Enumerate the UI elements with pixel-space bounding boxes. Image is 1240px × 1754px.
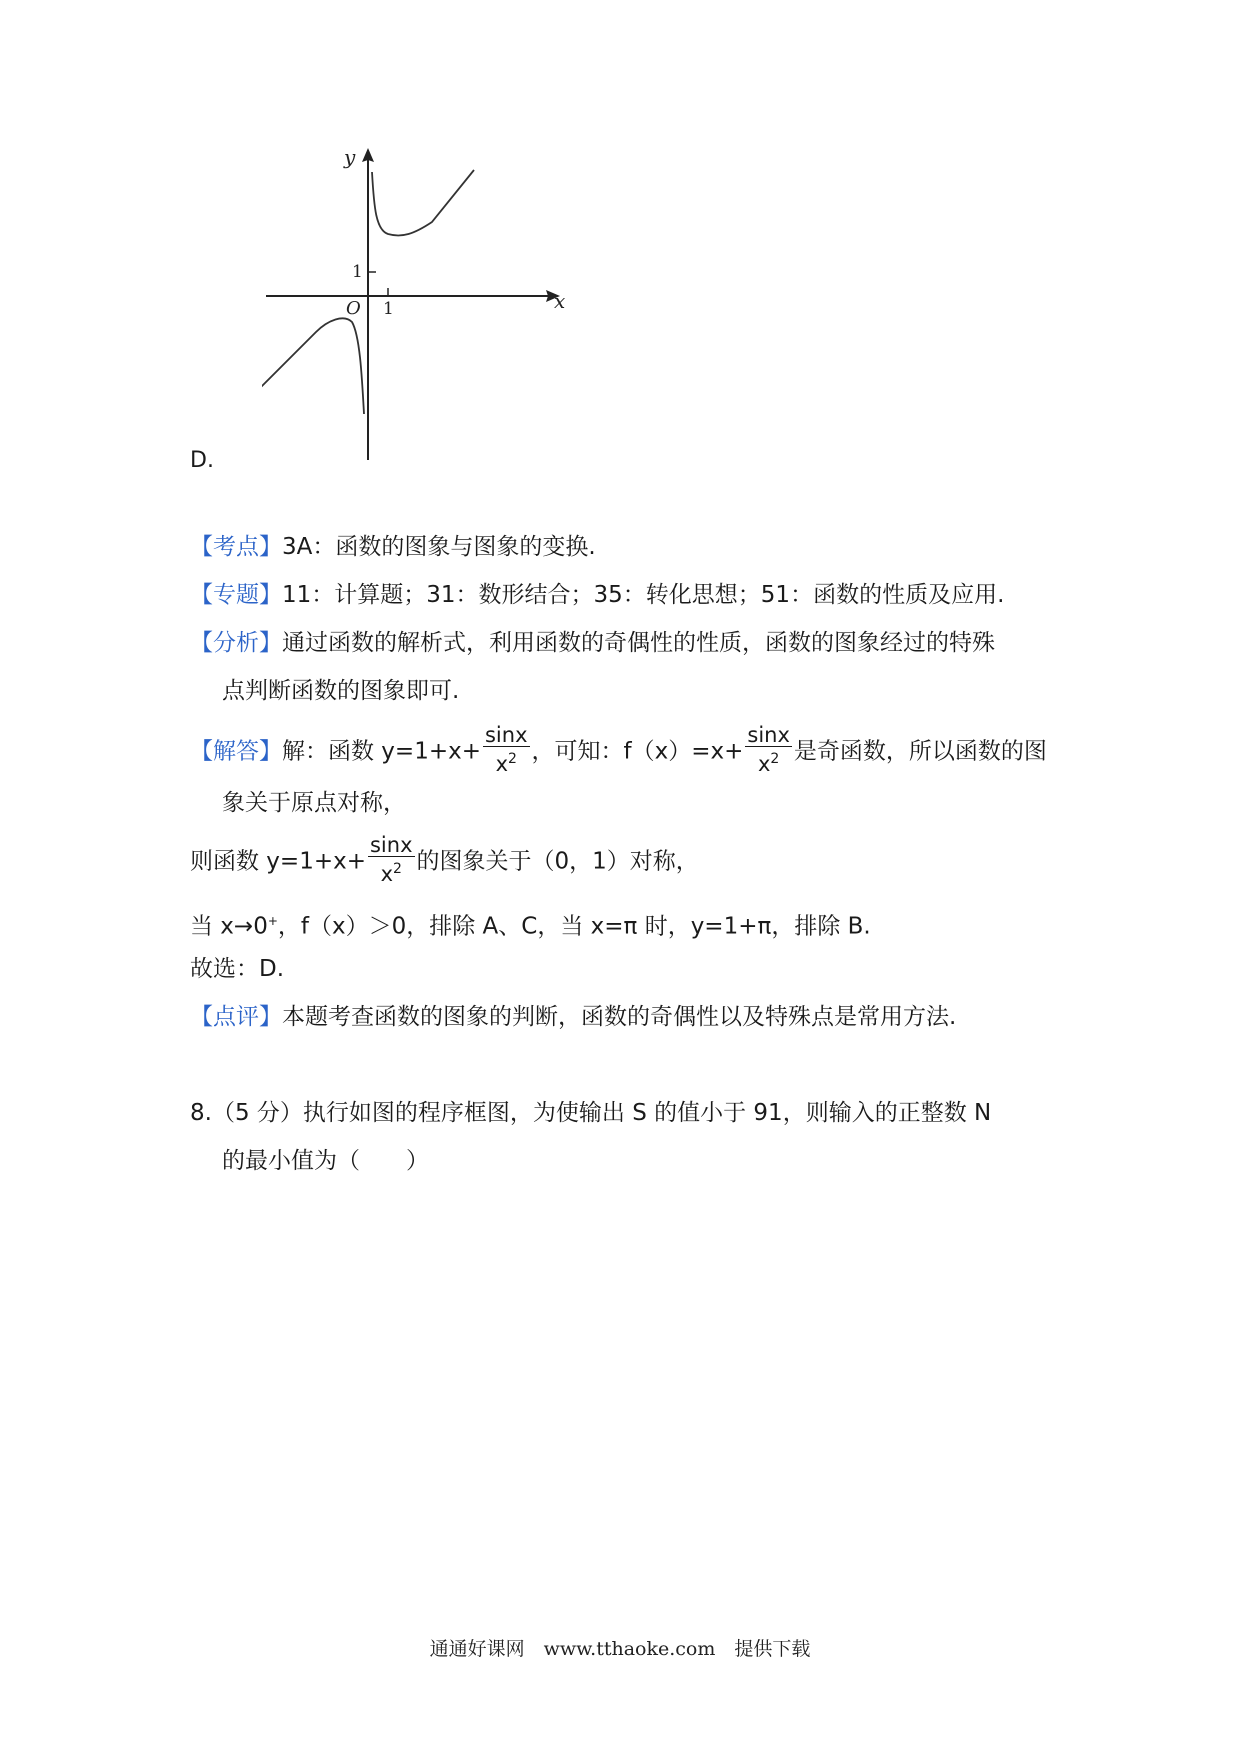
- option-d-label: D.: [190, 448, 214, 473]
- jieda-line-4-sup: +: [267, 914, 278, 928]
- page-footer: 通通好课网 www.tthaoke.com 提供下载: [429, 1638, 811, 1660]
- jieda-line-1: [190, 723, 1047, 778]
- y-tick-label: 1: [352, 262, 363, 282]
- jieda-line-5: 故选：D.: [190, 956, 285, 982]
- curve-right-branch: [372, 170, 474, 236]
- curve-left-branch: [262, 318, 364, 414]
- jieda-line-4: [190, 904, 871, 944]
- fraction-denominator: [745, 747, 792, 776]
- y-axis-label: y: [344, 148, 356, 169]
- jieda-line-4b: ，f（x）＞0，排除 A、C，当 x=π 时，y=1+π，排除 B.: [277, 913, 871, 940]
- question-8-line-2: 的最小值为（ ）: [222, 1148, 429, 1174]
- fenxi-tag: 【分析】: [190, 630, 282, 656]
- fenxi-text-1: 通过函数的解析式，利用函数的奇偶性的性质，函数的图象经过的特殊: [282, 630, 995, 656]
- fenxi-line-1: [190, 626, 995, 660]
- zhuanti-tag: 【专题】: [190, 582, 282, 608]
- kaodian-line: [190, 530, 596, 564]
- fraction-den-base: x: [380, 862, 393, 886]
- fraction-sinx-over-x2-2: [745, 724, 792, 776]
- fraction-denominator: [483, 747, 530, 776]
- jieda-line-3a: 则函数 y=1+x+: [190, 848, 366, 875]
- fraction-sinx-over-x2-3: [368, 834, 415, 886]
- jieda-line-3: [190, 833, 699, 888]
- jieda-line-3b: 的图象关于（0，1）对称，: [416, 848, 699, 875]
- origin-label: O: [346, 298, 361, 319]
- jieda-line-2: 象关于原点对称，: [222, 790, 406, 816]
- dianping-text: 本题考查函数的图象的判断，函数的奇偶性以及特殊点是常用方法.: [282, 1004, 957, 1030]
- function-graph: [262, 148, 578, 468]
- fraction-numerator: sinx: [747, 723, 790, 747]
- fraction-den-exp: 2: [393, 861, 402, 877]
- fraction-denominator: [368, 857, 415, 886]
- fraction-numerator: sinx: [369, 833, 413, 857]
- y-axis-arrow: [362, 148, 374, 162]
- fenxi-line-2: 点判断函数的图象即可.: [222, 678, 460, 704]
- kaodian-tag: 【考点】: [190, 534, 282, 560]
- jieda-tag: 【解答】: [190, 738, 282, 765]
- fraction-den-base: x: [495, 752, 508, 776]
- jieda-part-2: ，可知：f（x）=x+: [531, 738, 744, 765]
- zhuanti-text: 11：计算题；31：数形结合；35：转化思想；51：函数的性质及应用.: [282, 582, 1005, 608]
- jieda-line-4a: 当 x→0: [190, 913, 268, 940]
- x-tick-label: 1: [383, 299, 394, 319]
- x-axis-label: x: [554, 289, 566, 313]
- dianping-tag: 【点评】: [190, 1004, 282, 1030]
- question-8-line-1: 8.（5 分）执行如图的程序框图，为使输出 S 的值小于 91，则输入的正整数 N: [190, 1100, 992, 1126]
- fraction-den-exp: 2: [508, 751, 517, 767]
- zhuanti-line: [190, 578, 1004, 612]
- jieda-part-1: 解：函数 y=1+x+: [282, 738, 481, 765]
- graph-svg: [262, 148, 578, 468]
- jieda-part-3: 是奇函数，所以函数的图: [793, 738, 1047, 765]
- fraction-den-exp: 2: [770, 751, 780, 767]
- dianping-line: [190, 1000, 956, 1034]
- fraction-sinx-over-x2: [483, 724, 530, 776]
- fraction-numerator: sinx: [484, 723, 528, 747]
- kaodian-text: 3A：函数的图象与图象的变换.: [282, 534, 596, 560]
- fraction-den-base: x: [757, 752, 771, 776]
